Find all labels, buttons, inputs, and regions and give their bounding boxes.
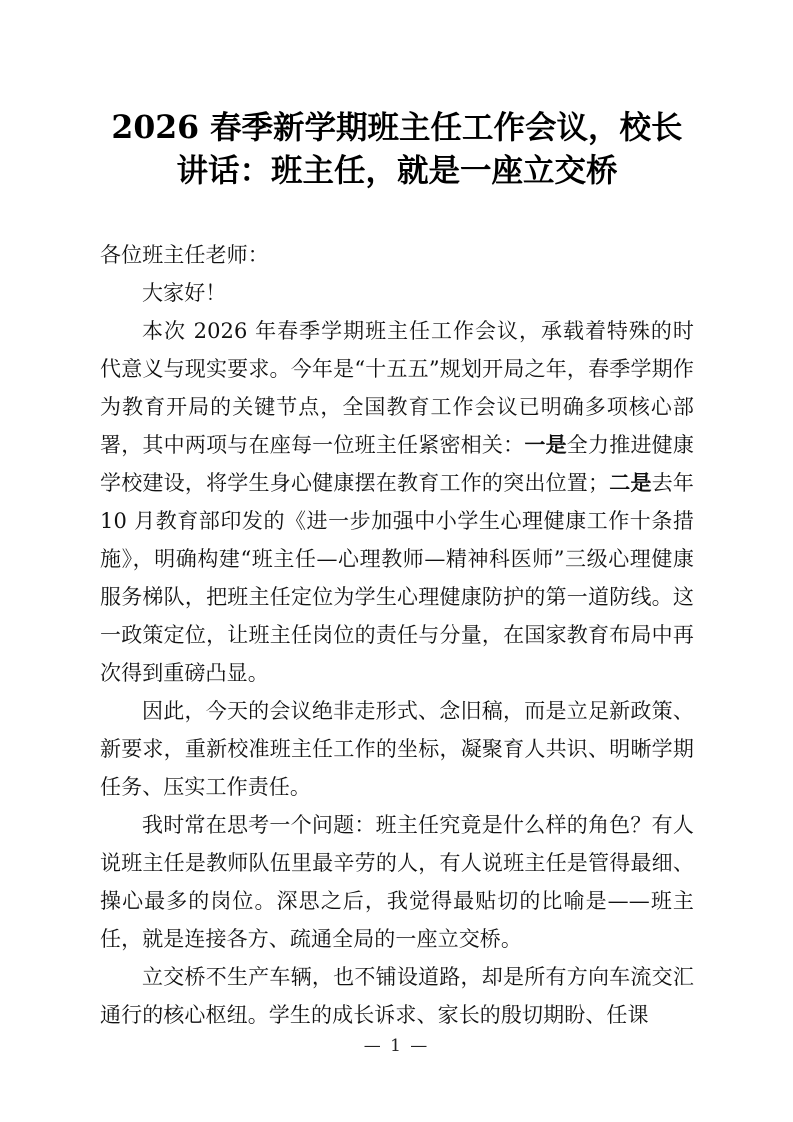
paragraph-background xyxy=(100,312,694,692)
run-text: 全力推进健康学校建设，将学生身心健康摆在教育工作的突出位置； xyxy=(100,433,694,495)
page-title: 2026 春季新学期班主任工作会议，校长讲话：班主任，就是一座立交桥 xyxy=(111,109,683,189)
page-number-footer: — 1 — xyxy=(363,1036,430,1056)
run-text: 去年 10 月教育部印发的《进一步加强中小学生心理健康工作十条措施》，明确构建“班主任—心理教师—精神科医师”三级心理健康服务梯队，把班主任定位为学生心理健康防护的第一道防线。这一政策定位，让班主任岗位的责任与分量，在国家教育布局中再次得到重磅凸显。 xyxy=(100,471,695,685)
document-body xyxy=(100,236,694,1034)
paragraph-metaphor: 立交桥不生产车辆，也不铺设道路，却是所有方向车流交汇通行的核心枢纽。学生的成长诉求、家长的殷切期盼、任课 xyxy=(100,965,694,1027)
run-bold-first-item: 一是 xyxy=(524,432,567,457)
run-text: 本次 2026 年春季学期班主任工作会议，承载着特殊的时代意义与现实要求。今年是“十五五”规划开局之年，春季学期作为教育开局的关键节点，全国教育工作会议已明确多项核心部署，其中两项与在座每一位班主任紧密相关： xyxy=(100,319,694,457)
paragraph-question: 我时常在思考一个问题：班主任究竟是什么样的角色？有人说班主任是教师队伍里最辛劳的人，有人说班主任是管得最细、操心最多的岗位。深思之后，我觉得最贴切的比喻是——班主任，就是连接各方、疏通全局的一座立交桥。 xyxy=(100,813,694,951)
paragraph-purpose: 因此，今天的会议绝非走形式、念旧稿，而是立足新政策、新要求，重新校准班主任工作的坐标，凝聚育人共识、明晰学期任务、压实工作责任。 xyxy=(100,699,694,799)
run-bold-second-item: 二是 xyxy=(609,470,652,495)
paragraph-salutation: 各位班主任老师： xyxy=(100,243,269,267)
paragraph-greeting: 大家好！ xyxy=(142,281,227,305)
